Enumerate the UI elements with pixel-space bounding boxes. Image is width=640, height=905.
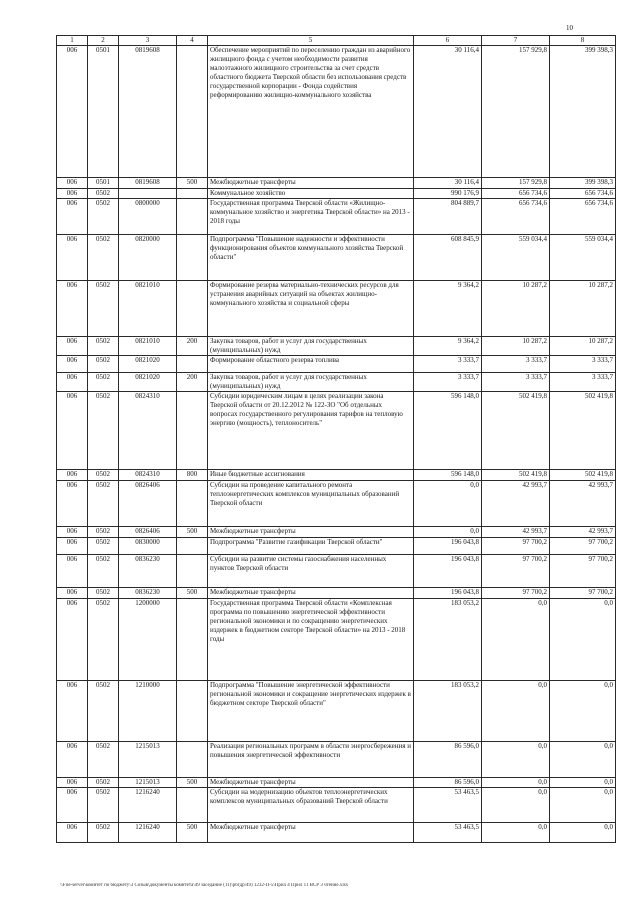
amount-cell: 53 463,5 — [414, 788, 482, 823]
code-cell — [177, 392, 208, 470]
code-cell: 0502 — [88, 599, 119, 681]
amount-cell: 656 734,6 — [482, 189, 550, 199]
table-row — [57, 742, 616, 778]
code-cell: 0501 — [88, 178, 119, 189]
description-cell: Подпрограмма "Повышение энергетической эффективности региональной экономики и сокращение энергетических издержек в бюджетном секторе Тверской области" — [208, 681, 414, 742]
description-cell: Реализация региональных программ в области энергосбережения и повышения энергетической эффективности — [208, 742, 414, 778]
amount-cell: 990 176,9 — [414, 189, 482, 199]
code-cell: 006 — [57, 538, 88, 555]
column-header: 7 — [482, 36, 550, 46]
table-header-row — [57, 36, 616, 46]
code-cell: 0836230 — [119, 555, 177, 588]
code-cell: 006 — [57, 373, 88, 392]
code-cell: 0502 — [88, 392, 119, 470]
description-cell: Обеспечение мероприятий по переселению граждан из аварийного жилищного фонда с учетом необходимости развития малоэтажного жилищного строительства за счет средств областного бюджета Тверской области без использования средств государственной корпорации - Фонда содействия реформированию жилищно-коммунального хозяйства — [208, 46, 414, 178]
code-cell — [177, 356, 208, 373]
code-cell — [177, 281, 208, 337]
code-cell: 006 — [57, 189, 88, 199]
code-cell: 1200000 — [119, 599, 177, 681]
amount-cell: 502 419,8 — [550, 470, 616, 481]
description-cell: Межбюджетные трансферты — [208, 527, 414, 538]
code-cell — [177, 681, 208, 742]
table-row — [57, 356, 616, 373]
description-cell: Формирование резерва материально-технических ресурсов для устранения аварийных ситуаций на объектах жилищно-коммунального хозяйства и социальной сферы — [208, 281, 414, 337]
code-cell: 006 — [57, 588, 88, 599]
code-cell: 0502 — [88, 527, 119, 538]
table-row — [57, 823, 616, 843]
description-cell: Коммунальное хозяйство — [208, 189, 414, 199]
code-cell: 0836230 — [119, 588, 177, 599]
table-row — [57, 527, 616, 538]
code-cell — [177, 189, 208, 199]
table-row — [57, 470, 616, 481]
description-cell: Межбюджетные трансферты — [208, 823, 414, 843]
table-row — [57, 46, 616, 178]
description-cell: Закупка товаров, работ и услуг для государственных (муниципальных) нужд — [208, 373, 414, 392]
code-cell: 0501 — [88, 46, 119, 178]
amount-cell: 596 148,0 — [414, 392, 482, 470]
amount-cell: 196 043,8 — [414, 588, 482, 599]
amount-cell: 0,0 — [414, 481, 482, 527]
amount-cell: 10 287,2 — [482, 281, 550, 337]
code-cell: 0502 — [88, 742, 119, 778]
table-row — [57, 199, 616, 235]
description-cell: Подпрограмма "Повышение надежности и эффективности функционирования объектов коммунального хозяйства Тверской области" — [208, 235, 414, 281]
amount-cell: 157 929,8 — [482, 178, 550, 189]
code-cell: 500 — [177, 823, 208, 843]
code-cell — [119, 189, 177, 199]
description-cell: Иные бюджетные ассигнования — [208, 470, 414, 481]
code-cell — [177, 555, 208, 588]
amount-cell: 596 148,0 — [414, 470, 482, 481]
code-cell: 200 — [177, 337, 208, 356]
amount-cell: 0,0 — [550, 823, 616, 843]
code-cell: 006 — [57, 778, 88, 788]
amount-cell: 3 333,7 — [550, 356, 616, 373]
file-path-footer: \\File-server\комитет по бюджету\3 Созыв\документы комитета\49 заседание (11)\рбгдр\49) 1232-П-5\Прил 4 Прил 11 ВСР 3 чтение.xlsx — [60, 883, 349, 888]
code-cell: 800 — [177, 470, 208, 481]
table-row — [57, 788, 616, 823]
code-cell: 0502 — [88, 823, 119, 843]
column-header: 3 — [119, 36, 177, 46]
amount-cell: 0,0 — [482, 681, 550, 742]
amount-cell: 30 116,4 — [414, 178, 482, 189]
amount-cell: 3 333,7 — [482, 373, 550, 392]
amount-cell: 656 734,6 — [550, 199, 616, 235]
code-cell — [177, 788, 208, 823]
amount-cell: 502 419,8 — [482, 392, 550, 470]
amount-cell: 804 889,7 — [414, 199, 482, 235]
code-cell: 0824310 — [119, 470, 177, 481]
amount-cell: 9 364,2 — [414, 337, 482, 356]
description-cell: Формирование областного резерва топлива — [208, 356, 414, 373]
amount-cell: 97 700,2 — [482, 555, 550, 588]
amount-cell: 0,0 — [550, 788, 616, 823]
code-cell: 1215013 — [119, 778, 177, 788]
amount-cell: 42 993,7 — [550, 481, 616, 527]
code-cell: 1210000 — [119, 681, 177, 742]
code-cell: 0502 — [88, 681, 119, 742]
code-cell: 006 — [57, 555, 88, 588]
description-cell: Государственная программа Тверской области «Жилищно-коммунальное хозяйство и энергетика Тверской области» на 2013 - 2018 годы — [208, 199, 414, 235]
code-cell: 006 — [57, 681, 88, 742]
table-row — [57, 588, 616, 599]
code-cell: 0502 — [88, 189, 119, 199]
budget-table — [56, 35, 616, 843]
table-row — [57, 189, 616, 199]
description-cell: Государственная программа Тверской области «Комплексная программа по повышению энергетической эффективности региональной экономики и по сокращению энергетических издержек в бюджетном секторе Тверской области» на 2013 - 2018 годы — [208, 599, 414, 681]
code-cell — [177, 46, 208, 178]
amount-cell: 656 734,6 — [482, 199, 550, 235]
table-row — [57, 235, 616, 281]
amount-cell: 53 463,5 — [414, 823, 482, 843]
amount-cell: 183 053,2 — [414, 599, 482, 681]
code-cell: 0502 — [88, 373, 119, 392]
page-number: 10 — [566, 24, 573, 32]
description-cell: Межбюджетные трансферты — [208, 178, 414, 189]
amount-cell: 0,0 — [550, 681, 616, 742]
amount-cell: 0,0 — [414, 527, 482, 538]
amount-cell: 399 398,3 — [550, 178, 616, 189]
code-cell: 0826406 — [119, 527, 177, 538]
code-cell: 500 — [177, 778, 208, 788]
code-cell: 006 — [57, 235, 88, 281]
code-cell — [177, 599, 208, 681]
amount-cell: 42 993,7 — [482, 527, 550, 538]
code-cell: 006 — [57, 281, 88, 337]
description-cell: Подпрограмма "Развитие газификации Тверской области" — [208, 538, 414, 555]
code-cell: 0821010 — [119, 281, 177, 337]
amount-cell: 502 419,8 — [550, 392, 616, 470]
code-cell: 1215013 — [119, 742, 177, 778]
amount-cell: 0,0 — [482, 788, 550, 823]
column-header: 8 — [550, 36, 616, 46]
table-body — [57, 46, 616, 843]
amount-cell: 399 398,3 — [550, 46, 616, 178]
amount-cell: 30 116,4 — [414, 46, 482, 178]
code-cell — [177, 538, 208, 555]
code-cell: 006 — [57, 199, 88, 235]
table-row — [57, 599, 616, 681]
amount-cell: 0,0 — [482, 823, 550, 843]
amount-cell: 97 700,2 — [550, 555, 616, 588]
amount-cell: 9 364,2 — [414, 281, 482, 337]
amount-cell: 0,0 — [550, 599, 616, 681]
code-cell: 006 — [57, 470, 88, 481]
code-cell: 200 — [177, 373, 208, 392]
code-cell: 0800000 — [119, 199, 177, 235]
amount-cell: 97 700,2 — [550, 588, 616, 599]
column-header: 6 — [414, 36, 482, 46]
amount-cell: 10 287,2 — [482, 337, 550, 356]
table-row — [57, 392, 616, 470]
column-header: 5 — [208, 36, 414, 46]
code-cell: 006 — [57, 337, 88, 356]
amount-cell: 10 287,2 — [550, 337, 616, 356]
code-cell: 0821020 — [119, 356, 177, 373]
amount-cell: 86 596,0 — [414, 778, 482, 788]
amount-cell: 0,0 — [482, 778, 550, 788]
code-cell: 0502 — [88, 199, 119, 235]
amount-cell: 0,0 — [550, 742, 616, 778]
description-cell: Закупка товаров, работ и услуг для государственных (муниципальных) нужд — [208, 337, 414, 356]
code-cell: 0502 — [88, 470, 119, 481]
amount-cell: 42 993,7 — [550, 527, 616, 538]
code-cell: 006 — [57, 178, 88, 189]
amount-cell: 3 333,7 — [550, 373, 616, 392]
description-cell: Субсидии юридическим лицам в целях реализации закона Тверской области от 20.12.2012 № 122-ЗО "Об отдельных вопросах государственного регулирования тарифов на тепловую энергию (мощность), теплоноситель" — [208, 392, 414, 470]
code-cell: 500 — [177, 527, 208, 538]
amount-cell: 86 596,0 — [414, 742, 482, 778]
table-row — [57, 778, 616, 788]
code-cell: 006 — [57, 481, 88, 527]
code-cell: 0820000 — [119, 235, 177, 281]
table-row — [57, 481, 616, 527]
table-row — [57, 555, 616, 588]
amount-cell: 3 333,7 — [414, 373, 482, 392]
amount-cell: 608 845,9 — [414, 235, 482, 281]
amount-cell: 97 700,2 — [482, 588, 550, 599]
code-cell: 0502 — [88, 788, 119, 823]
code-cell: 0502 — [88, 281, 119, 337]
code-cell: 006 — [57, 823, 88, 843]
amount-cell: 183 053,2 — [414, 681, 482, 742]
code-cell: 0502 — [88, 778, 119, 788]
code-cell: 0502 — [88, 481, 119, 527]
code-cell — [177, 199, 208, 235]
code-cell: 0824310 — [119, 392, 177, 470]
table-row — [57, 681, 616, 742]
column-header: 4 — [177, 36, 208, 46]
code-cell: 0830000 — [119, 538, 177, 555]
column-header: 2 — [88, 36, 119, 46]
code-cell: 1216240 — [119, 788, 177, 823]
code-cell: 500 — [177, 588, 208, 599]
code-cell: 006 — [57, 788, 88, 823]
table-row — [57, 373, 616, 392]
code-cell: 006 — [57, 742, 88, 778]
code-cell: 0819608 — [119, 46, 177, 178]
column-header: 1 — [57, 36, 88, 46]
code-cell: 0821010 — [119, 337, 177, 356]
code-cell: 0502 — [88, 337, 119, 356]
amount-cell: 157 929,8 — [482, 46, 550, 178]
description-cell: Межбюджетные трансферты — [208, 778, 414, 788]
description-cell: Субсидии на проведение капитального ремонта теплоэнергетических комплексов муниципальных образований Тверской области — [208, 481, 414, 527]
amount-cell: 502 419,8 — [482, 470, 550, 481]
code-cell: 006 — [57, 527, 88, 538]
amount-cell: 196 043,8 — [414, 555, 482, 588]
amount-cell: 3 333,7 — [482, 356, 550, 373]
table-row — [57, 337, 616, 356]
description-cell: Межбюджетные трансферты — [208, 588, 414, 599]
code-cell — [177, 235, 208, 281]
code-cell: 0502 — [88, 356, 119, 373]
amount-cell: 0,0 — [482, 742, 550, 778]
code-cell: 500 — [177, 178, 208, 189]
amount-cell: 0,0 — [482, 599, 550, 681]
table-row — [57, 178, 616, 189]
code-cell: 006 — [57, 356, 88, 373]
code-cell: 006 — [57, 599, 88, 681]
amount-cell: 97 700,2 — [550, 538, 616, 555]
amount-cell: 559 034,4 — [482, 235, 550, 281]
amount-cell: 196 043,8 — [414, 538, 482, 555]
code-cell: 0826406 — [119, 481, 177, 527]
code-cell: 006 — [57, 392, 88, 470]
code-cell: 0502 — [88, 588, 119, 599]
code-cell: 0502 — [88, 235, 119, 281]
code-cell — [177, 481, 208, 527]
description-cell: Субсидии на развитие системы газоснабжения населенных пунктов Тверской области — [208, 555, 414, 588]
code-cell: 0821020 — [119, 373, 177, 392]
description-cell: Субсидии на модернизацию объектов теплоэнергетических комплексов муниципальных образований Тверской области — [208, 788, 414, 823]
amount-cell: 559 034,4 — [550, 235, 616, 281]
table-row — [57, 538, 616, 555]
code-cell: 006 — [57, 46, 88, 178]
code-cell: 0502 — [88, 555, 119, 588]
code-cell: 0819608 — [119, 178, 177, 189]
amount-cell: 0,0 — [550, 778, 616, 788]
amount-cell: 97 700,2 — [482, 538, 550, 555]
amount-cell: 3 333,7 — [414, 356, 482, 373]
amount-cell: 42 993,7 — [482, 481, 550, 527]
amount-cell: 10 287,2 — [550, 281, 616, 337]
table-row — [57, 281, 616, 337]
code-cell: 0502 — [88, 538, 119, 555]
code-cell: 1216240 — [119, 823, 177, 843]
amount-cell: 656 734,6 — [550, 189, 616, 199]
code-cell — [177, 742, 208, 778]
